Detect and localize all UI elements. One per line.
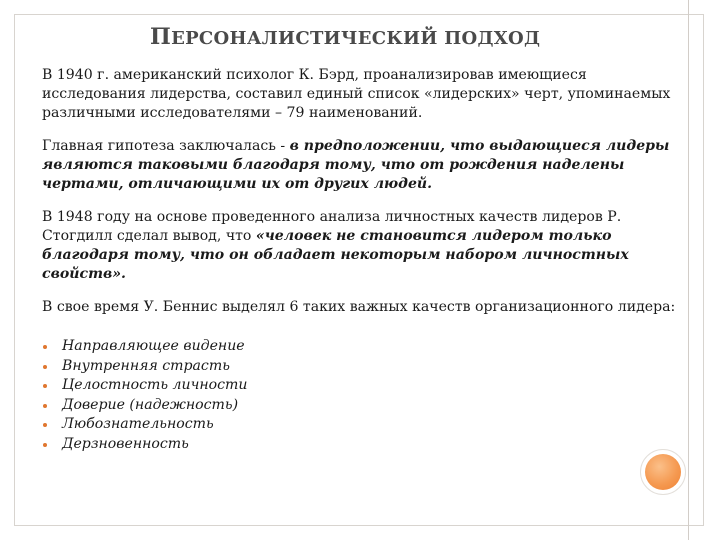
paragraph-baird: В 1940 г. американский психолог К. Бэрд, проанализировав имеющиеся исследования лидерства, составил единый список «лидерских» черт, упоминаемых различными исследователями – 79 наименований. (42, 67, 671, 121)
hypothesis-lead: Главная гипотеза заключалась - (42, 138, 290, 154)
list-item: Любознательность (62, 415, 682, 435)
qualities-list (42, 337, 682, 454)
orange-circle-icon (645, 454, 681, 490)
paragraph-stogdill (42, 208, 682, 284)
corner-decoration (640, 449, 686, 495)
stogdill-lead: В 1948 году на основе проведенного анализа личностных качеств лидеров Р. Стогдилл сделал вывод, что (42, 209, 622, 244)
paragraph-bennis: В свое время У. Беннис выделял 6 таких важных качеств организационного лидера: (42, 299, 676, 315)
slide-title (150, 24, 540, 50)
hypothesis-emphasis: в предположении, что выдающиеся лидеры являются таковыми благодаря тому, что от рождения наделены чертами, отличающими их от других людей. (42, 138, 670, 192)
title-initial: П (150, 24, 172, 50)
list-item: Внутренняя страсть (62, 357, 682, 377)
list-item: Направляющее видение (62, 337, 682, 357)
list-item: Доверие (надежность) (62, 396, 682, 416)
list-item: Дерзновенность (62, 435, 682, 455)
title-rest: ЕРСОНАЛИСТИЧЕСКИЙ ПОДХОД (171, 28, 541, 49)
paragraph-hypothesis (42, 137, 682, 194)
stogdill-quote: «человек не становится лидером только благодаря тому, что он обладает некоторым набором личностных свойств». (42, 228, 629, 282)
slide-spine-divider (688, 0, 720, 540)
list-item: Целостность личности (62, 376, 682, 396)
slide-body (42, 66, 682, 454)
